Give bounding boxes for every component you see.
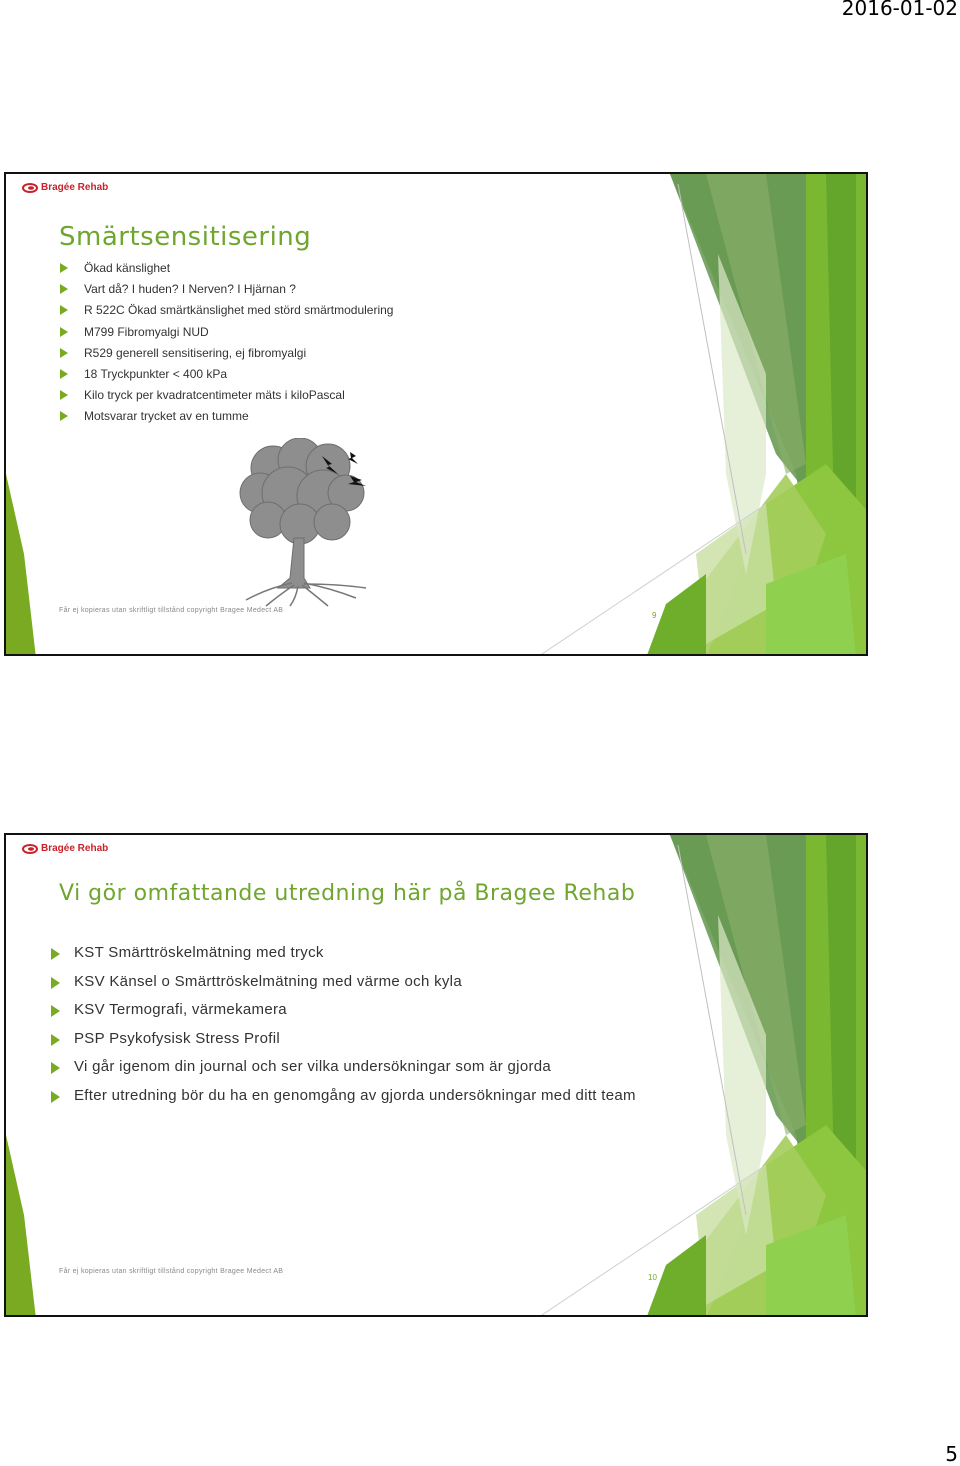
bullet-item: 18 Tryckpunkter < 400 kPa — [60, 366, 620, 387]
bullet-item: R529 generell sensitisering, ej fibromyalgi — [60, 345, 620, 366]
bullet-arrow-icon — [51, 1062, 60, 1074]
bullet-item: R 522C Ökad smärtkänslighet med störd smärtmodulering — [60, 302, 620, 323]
bullet-item: Motsvarar trycket av en tumme — [60, 408, 620, 429]
logo-swirl-icon — [22, 844, 38, 854]
bullet-arrow-icon — [60, 263, 68, 273]
bullet-arrow-icon — [60, 348, 68, 358]
bullet-arrow-icon — [51, 1034, 60, 1046]
bullet-arrow-icon — [60, 369, 68, 379]
slide-title: Smärtsensitisering — [59, 222, 312, 252]
bullet-arrow-icon — [60, 305, 68, 315]
slide-title: Vi gör omfattande utredning här på Bragee Rehab — [59, 881, 636, 906]
bullet-item: KSV Känsel o Smärttröskelmätning med värme och kyla — [60, 972, 640, 992]
bullet-arrow-icon — [51, 977, 60, 989]
logo — [22, 182, 108, 193]
bullet-list — [60, 260, 620, 430]
footer-copyright: Får ej kopieras utan skriftligt tillstånd copyright Bragee Medect AB — [59, 607, 284, 614]
bullet-arrow-icon — [60, 284, 68, 294]
page-date: 2016-01-02 — [841, 0, 958, 20]
footer-copyright: Får ej kopieras utan skriftligt tillstånd copyright Bragee Medect AB — [59, 1268, 284, 1275]
bullet-item: Ökad känslighet — [60, 260, 620, 281]
bullet-item: PSP Psykofysisk Stress Profil — [60, 1029, 640, 1049]
brain-tree-illustration — [238, 438, 378, 608]
bullet-arrow-icon — [60, 390, 68, 400]
slide-number: 9 — [652, 611, 657, 620]
bullet-item: Efter utredning bör du ha en genomgång av gjorda undersökningar med ditt team — [60, 1086, 640, 1106]
bullet-item: Vart då? I huden? I Nerven? I Hjärnan ? — [60, 281, 620, 302]
bullet-item: KSV Termografi, värmekamera — [60, 1000, 640, 1020]
bullet-item: KST Smärttröskelmätning med tryck — [60, 943, 640, 963]
slide-number: 10 — [648, 1273, 657, 1282]
logo-swirl-icon — [22, 183, 38, 193]
bullet-list — [60, 943, 640, 1115]
logo-text: Bragée Rehab — [41, 843, 109, 854]
bullet-item: M799 Fibromyalgi NUD — [60, 324, 620, 345]
bullet-arrow-icon — [60, 411, 68, 421]
bullet-item: Kilo tryck per kvadratcentimeter mäts i kiloPascal — [60, 387, 620, 408]
bullet-arrow-icon — [51, 1005, 60, 1017]
bullet-arrow-icon — [51, 1091, 60, 1103]
bullet-item: Vi går igenom din journal och ser vilka undersökningar som är gjorda — [60, 1057, 640, 1077]
page-number: 5 — [945, 1442, 958, 1466]
bullet-arrow-icon — [60, 327, 68, 337]
bullet-arrow-icon — [51, 948, 60, 960]
logo-text: Bragée Rehab — [41, 182, 109, 193]
logo — [22, 843, 108, 854]
slide-9 — [4, 172, 868, 656]
slide-10 — [4, 833, 868, 1317]
